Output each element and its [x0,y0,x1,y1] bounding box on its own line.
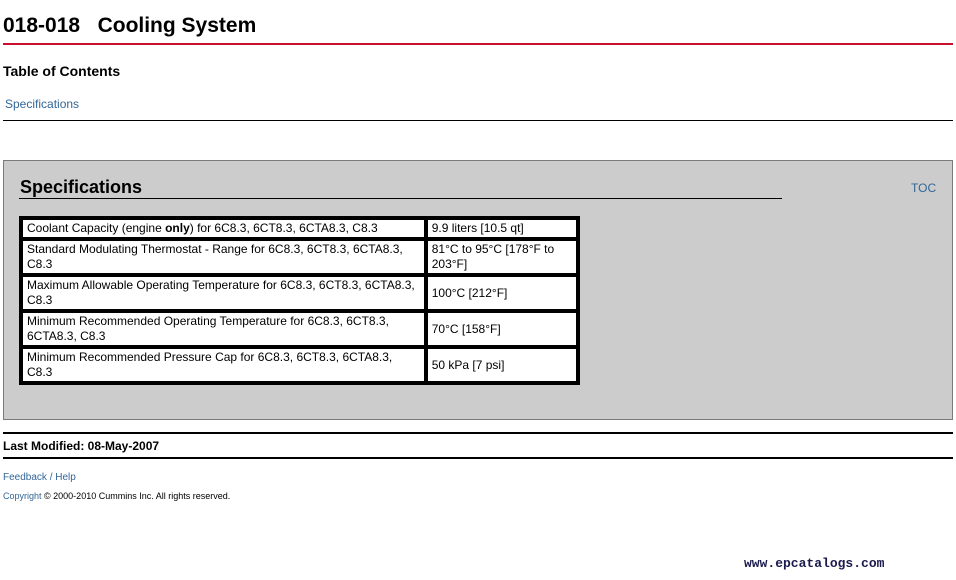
page-title: 018-018 Cooling System [3,14,257,37]
spec-label: Minimum Recommended Operating Temperature for 6C8.3, 6CT8.3, 6CTA8.3, C8.3 [22,312,425,346]
toc-link-specifications[interactable]: Specifications [5,97,80,111]
watermark: www.epcatalogs.com [744,556,885,571]
spec-value: 50 kPa [7 psi] [427,348,577,382]
footer-divider-bottom [3,457,953,459]
spec-value: 70°C [158°F] [427,312,577,346]
table-row [22,348,577,382]
specifications-heading: Specifications [20,177,143,197]
spec-value: 81°C to 95°C [178°F to 203°F] [427,240,577,274]
specifications-divider [19,198,782,199]
toc-divider [3,120,953,121]
spec-value: 100°C [212°F] [427,276,577,310]
copyright-notice [3,491,230,501]
spec-label [22,219,425,238]
spec-label: Standard Modulating Thermostat - Range for 6C8.3, 6CT8.3, 6CTA8.3, C8.3 [22,240,425,274]
table-row [22,240,577,274]
spec-label-emphasis: only [165,221,190,235]
spec-label: Maximum Allowable Operating Temperature for 6C8.3, 6CT8.3, 6CTA8.3, C8.3 [22,276,425,310]
copyright-text: © 2000-2010 Cummins Inc. All rights reserved. [41,491,231,501]
toc-top-link[interactable]: TOC [911,181,937,195]
feedback-help-link[interactable]: Feedback / Help [3,472,76,483]
spec-label-text: Coolant Capacity (engine [27,221,166,235]
spec-value: 9.9 liters [10.5 qt] [427,219,577,238]
footer-divider-top [3,432,953,434]
copyright-link[interactable]: Copyright [3,491,42,501]
table-row [22,276,577,310]
title-divider [3,43,953,45]
specifications-section [3,160,953,420]
toc-heading: Table of Contents [3,63,121,79]
spec-label-text: ) for 6C8.3, 6CT8.3, 6CTA8.3, C8.3 [189,221,378,235]
table-row [22,312,577,346]
spec-label: Minimum Recommended Pressure Cap for 6C8.3, 6CT8.3, 6CTA8.3, C8.3 [22,348,425,382]
last-modified: Last Modified: 08-May-2007 [3,439,160,453]
specifications-table [19,216,580,385]
table-row [22,219,577,238]
